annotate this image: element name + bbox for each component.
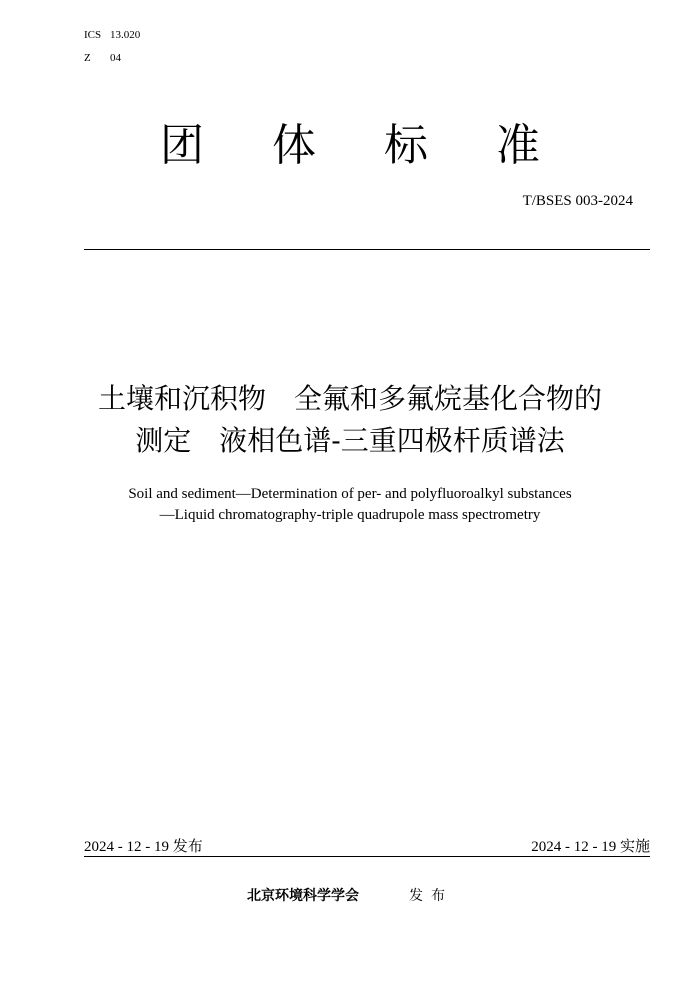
z-label: Z: [84, 52, 91, 64]
title-char: 团: [160, 120, 204, 171]
bottom-divider: [84, 856, 650, 857]
z-value: 04: [110, 52, 121, 64]
publisher-name: 北京环境科学学会: [247, 888, 359, 904]
ics-code: [84, 29, 140, 41]
classification-code: [84, 52, 121, 64]
standard-type-title: [0, 118, 700, 174]
issue-date: 2024 - 12 - 19 发布: [84, 839, 203, 855]
title-char: 体: [272, 120, 316, 171]
english-title-line-2: —Liquid chromatography-triple quadrupole mass spectrometry: [159, 507, 541, 523]
chinese-title-line-2: 测定 液相色谱-三重四极杆质谱法: [135, 424, 565, 457]
ics-label: ICS: [84, 29, 102, 41]
publish-label: 发布: [409, 888, 453, 904]
top-divider: [84, 249, 650, 250]
ics-value: 13.020: [110, 29, 141, 41]
chinese-title-line-1: 土壤和沉积物 全氟和多氟烷基化合物的: [97, 382, 602, 415]
english-title-line-1: Soil and sediment—Determination of per- and polyfluoroalkyl substances: [128, 486, 572, 502]
implementation-date: 2024 - 12 - 19 实施: [531, 839, 650, 855]
standard-number: T/BSES 003-2024: [522, 193, 633, 209]
title-char: 标: [384, 120, 428, 171]
publisher-row: [0, 885, 700, 905]
title-char: 准: [496, 120, 540, 171]
